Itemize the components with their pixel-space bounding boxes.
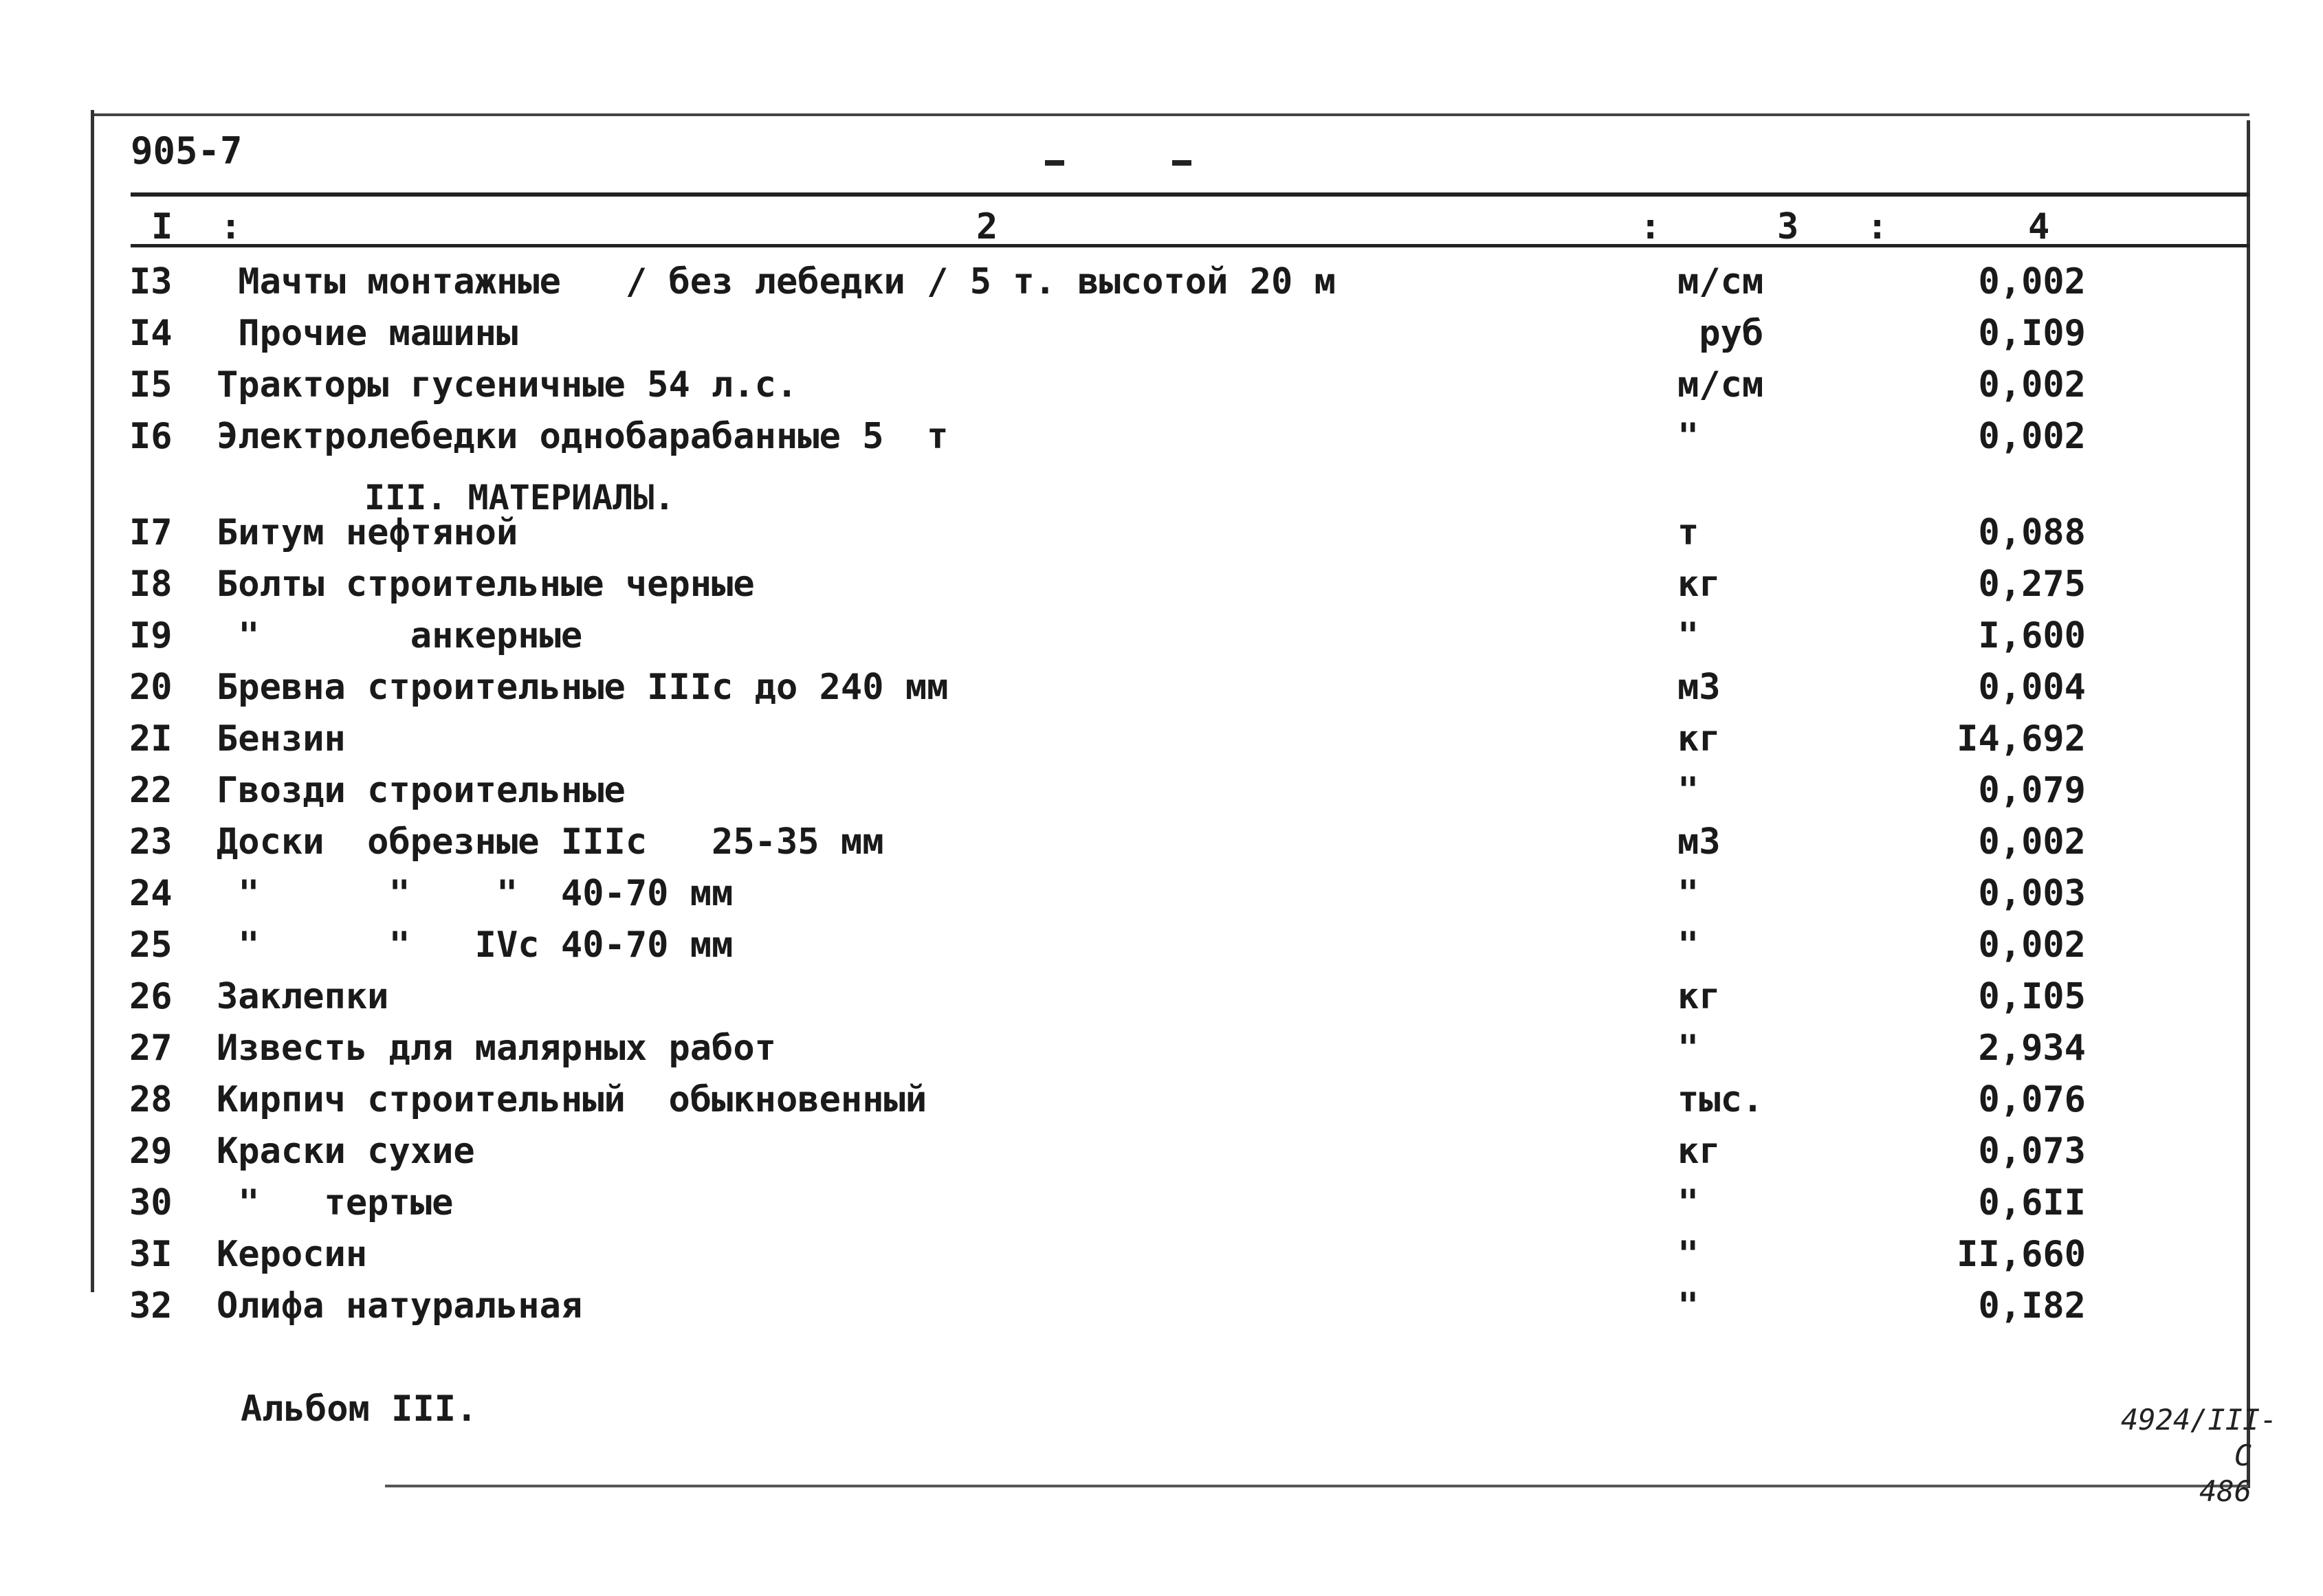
item-unit: " xyxy=(1677,1028,1699,1069)
item-name: Бензин xyxy=(217,718,346,760)
row-number: I3 xyxy=(129,261,173,302)
item-name: Заклепки xyxy=(217,976,389,1017)
table-row xyxy=(0,1131,2323,1179)
row-number: I7 xyxy=(129,512,173,553)
item-unit: м3 xyxy=(1677,667,1721,708)
column-header-2: 2 xyxy=(976,206,998,247)
stamp-line: 486 xyxy=(2199,1474,2252,1508)
item-name: " тертые xyxy=(217,1182,454,1223)
table-row xyxy=(0,615,2323,663)
item-name: Мачты монтажные / без лебедки / 5 т. высотой 20 м xyxy=(217,261,1336,302)
item-value: 0,I09 xyxy=(1978,313,2086,354)
frame-bottom-border xyxy=(385,1485,2248,1487)
item-value: I,600 xyxy=(1978,615,2086,656)
album-label: Альбом III. xyxy=(241,1388,478,1430)
table-row xyxy=(0,1285,2323,1333)
item-unit: " xyxy=(1677,1182,1699,1223)
row-number: 28 xyxy=(129,1079,173,1120)
item-unit: " xyxy=(1677,1285,1699,1327)
item-unit: кг xyxy=(1677,976,1721,1017)
row-number: I9 xyxy=(129,615,173,656)
item-unit: кг xyxy=(1677,564,1721,605)
table-row xyxy=(0,667,2323,715)
column-separator: : xyxy=(220,206,242,247)
row-number: 30 xyxy=(129,1182,173,1223)
column-separator: : xyxy=(1867,206,1889,247)
document-code: 905-7 xyxy=(131,129,243,173)
item-unit: " xyxy=(1677,873,1699,914)
item-name: " анкерные xyxy=(217,615,583,656)
item-name: Бревна строительные IIIc до 240 мм xyxy=(217,667,949,708)
item-name: Известь для малярных работ xyxy=(217,1028,776,1069)
item-value: 0,003 xyxy=(1978,873,2086,914)
table-row xyxy=(0,873,2323,921)
item-value: 0,002 xyxy=(1978,416,2086,457)
item-name: Прочие машины xyxy=(217,313,518,354)
item-unit: " xyxy=(1677,770,1699,811)
item-value: II,660 xyxy=(1957,1234,2086,1275)
column-separator: : xyxy=(1640,206,1662,247)
item-value: 0,6II xyxy=(1978,1182,2086,1223)
item-unit: кг xyxy=(1677,718,1721,760)
row-number: 24 xyxy=(129,873,173,914)
row-number: 27 xyxy=(129,1028,173,1069)
item-unit: " xyxy=(1677,1234,1699,1275)
row-number: I5 xyxy=(129,364,173,406)
item-name: Гвозди строительные xyxy=(217,770,626,811)
item-name: Электролебедки однобарабанные 5 т xyxy=(217,416,949,457)
row-number: 32 xyxy=(129,1285,173,1327)
row-number: 25 xyxy=(129,924,173,966)
item-unit: руб xyxy=(1677,313,1764,354)
table-row xyxy=(0,1028,2323,1076)
item-value: I4,692 xyxy=(1957,718,2086,760)
table-row xyxy=(0,364,2323,412)
row-number: 2I xyxy=(129,718,173,760)
item-value: 0,079 xyxy=(1978,770,2086,811)
item-value: 0,I82 xyxy=(1978,1285,2086,1327)
sheet-stamp xyxy=(2121,1402,2278,1509)
item-value: 2,934 xyxy=(1978,1028,2086,1069)
row-number: 3I xyxy=(129,1234,173,1275)
table-row xyxy=(0,313,2323,361)
row-number: I6 xyxy=(129,416,173,457)
item-unit: тыс. xyxy=(1677,1079,1764,1120)
row-number: 23 xyxy=(129,821,173,863)
item-name: Краски сухие xyxy=(217,1131,475,1172)
item-name: Кирпич строительный обыкновенный xyxy=(217,1079,927,1120)
table-row xyxy=(0,924,2323,973)
item-name: " " IVc 40-70 мм xyxy=(217,924,734,966)
header-dash-mark xyxy=(1172,160,1191,166)
table-row xyxy=(0,770,2323,818)
item-name: Болты строительные черные xyxy=(217,564,755,605)
table-row xyxy=(0,821,2323,869)
item-value: 0,076 xyxy=(1978,1079,2086,1120)
row-number: 26 xyxy=(129,976,173,1017)
row-number: 22 xyxy=(129,770,173,811)
item-name: " " " 40-70 мм xyxy=(217,873,734,914)
table-row xyxy=(0,1079,2323,1127)
table-row xyxy=(0,416,2323,464)
item-unit: м/см xyxy=(1677,364,1764,406)
item-name: Доски обрезные IIIc 25-35 мм xyxy=(217,821,884,863)
item-name: Керосин xyxy=(217,1234,368,1275)
section-title: III. МАТЕРИАЛЫ. xyxy=(364,478,675,518)
stamp-line: 4924/III-C xyxy=(2121,1403,2278,1472)
item-unit: м3 xyxy=(1677,821,1721,863)
column-header-4: 4 xyxy=(2028,206,2050,247)
row-number: I8 xyxy=(129,564,173,605)
column-header-1: I xyxy=(151,206,173,247)
header-dash-mark xyxy=(1045,160,1064,166)
item-name: Олифа натуральная xyxy=(217,1285,583,1327)
row-number: I4 xyxy=(129,313,173,354)
table-row xyxy=(0,1182,2323,1230)
table-row xyxy=(0,564,2323,612)
item-unit: " xyxy=(1677,924,1699,966)
item-unit: т xyxy=(1677,512,1699,553)
header-top-rule xyxy=(131,192,2249,197)
row-number: 29 xyxy=(129,1131,173,1172)
item-value: 0,I05 xyxy=(1978,976,2086,1017)
item-name: Битум нефтяной xyxy=(217,512,518,553)
item-value: 0,275 xyxy=(1978,564,2086,605)
item-name: Тракторы гусеничные 54 л.с. xyxy=(217,364,798,406)
table-row xyxy=(0,976,2323,1024)
table-row xyxy=(0,718,2323,766)
frame-top-border xyxy=(91,113,2249,116)
table-row xyxy=(0,261,2323,309)
column-header-3: 3 xyxy=(1777,206,1799,247)
header-bottom-rule xyxy=(131,244,2249,247)
table-row xyxy=(0,1234,2323,1282)
item-unit: " xyxy=(1677,615,1699,656)
item-value: 0,088 xyxy=(1978,512,2086,553)
item-unit: м/см xyxy=(1677,261,1764,302)
item-value: 0,002 xyxy=(1978,364,2086,406)
item-value: 0,002 xyxy=(1978,924,2086,966)
table-row xyxy=(0,512,2323,560)
item-value: 0,002 xyxy=(1978,261,2086,302)
item-value: 0,004 xyxy=(1978,667,2086,708)
row-number: 20 xyxy=(129,667,173,708)
item-unit: " xyxy=(1677,416,1699,457)
item-unit: кг xyxy=(1677,1131,1721,1172)
item-value: 0,002 xyxy=(1978,821,2086,863)
item-value: 0,073 xyxy=(1978,1131,2086,1172)
